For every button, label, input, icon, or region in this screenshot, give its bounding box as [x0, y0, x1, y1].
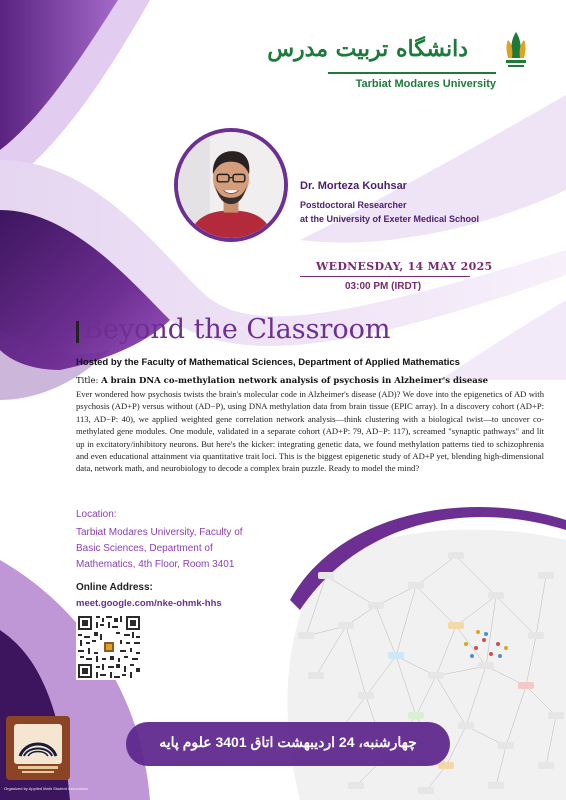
- online-address-label: Online Address:: [76, 582, 153, 593]
- persian-banner-text: چهارشنبه، 24 اردیبهشت اتاق 3401 علوم پایه: [159, 734, 417, 750]
- qr-code-icon[interactable]: [76, 614, 142, 680]
- speaker-photo: [178, 132, 284, 238]
- headline-accent-bar: [76, 321, 79, 343]
- talk-title: A brain DNA co-methylation network analysis of psychosis in Alzheimer's disease: [101, 376, 489, 386]
- speaker-portrait-icon: [178, 132, 284, 238]
- university-name-fa: دانشگاه تربیت مدرس: [267, 36, 468, 62]
- association-caption: Organized by Applied Math Student Association: [4, 786, 89, 791]
- event-time: 03:00 PM (IRDT): [345, 281, 422, 292]
- university-logo: [267, 28, 496, 98]
- talk-title-label: Title:: [76, 376, 99, 386]
- speaker-photo-frame: [174, 128, 288, 242]
- speaker-role-line2: at the University of Exeter Medical School: [300, 214, 480, 224]
- page-title: Beyond the Classroom: [83, 314, 391, 345]
- location-line-2: Basic Sciences, Department of: [76, 543, 213, 554]
- location-line-3: Mathematics, 4th Floor, Room 3401: [76, 559, 235, 570]
- tmu-logo-icon: [502, 30, 530, 74]
- talk-abstract: Ever wondered how psychosis twists the brain's molecular code in Alzheimer's disease (AD)? We dove into the epigenetics of AD with psychosis (AD+P) versus without (AD−P), using DNA methylation data from brain tissue (EPIC array). In a discovery cohort (AD+P: 113, AD−P: 40), we applied weighted gene correlation network analysis—think clustering with a biological twist—to uncover co-methylated gene modules. One module, validated in a separate cohort (AD+P: 79, AD−P: 117), screamed "synaptic pathways" and lit up in excitatory/inhibitory neurons. But here's the kicker: integrating genetic data, we found methylation patterns tied to schizophrenia and even educational attainment via quantitative trait loci. This is the biggest epigenetic study of AD+P yet, blending high-dimensional data, network math, and neurobiology to decode a complex brain puzzle. Ready to model the mind?: [76, 389, 544, 474]
- talk-title-line: [76, 376, 488, 386]
- speaker-role-line1: Postdoctoral Researcher: [300, 200, 407, 210]
- logo-divider: [328, 72, 496, 74]
- date-divider: [300, 276, 470, 277]
- speaker-name: Dr. Morteza Kouhsar: [300, 180, 407, 192]
- student-association-logo: [6, 716, 70, 780]
- persian-info-banner: [126, 722, 450, 766]
- event-date: WEDNESDAY, 14 MAY 2025: [316, 260, 493, 273]
- university-name-en: Tarbiat Modares University: [355, 78, 496, 90]
- meeting-link[interactable]: meet.google.com/nke-ohmk-hhs: [76, 598, 222, 609]
- location-label: Location:: [76, 509, 117, 520]
- location-line-1: Tarbiat Modares University, Faculty of: [76, 527, 243, 538]
- hosted-by: Hosted by the Faculty of Mathematical Sciences, Department of Applied Mathematics: [76, 357, 460, 368]
- association-emblem-icon: [6, 716, 70, 780]
